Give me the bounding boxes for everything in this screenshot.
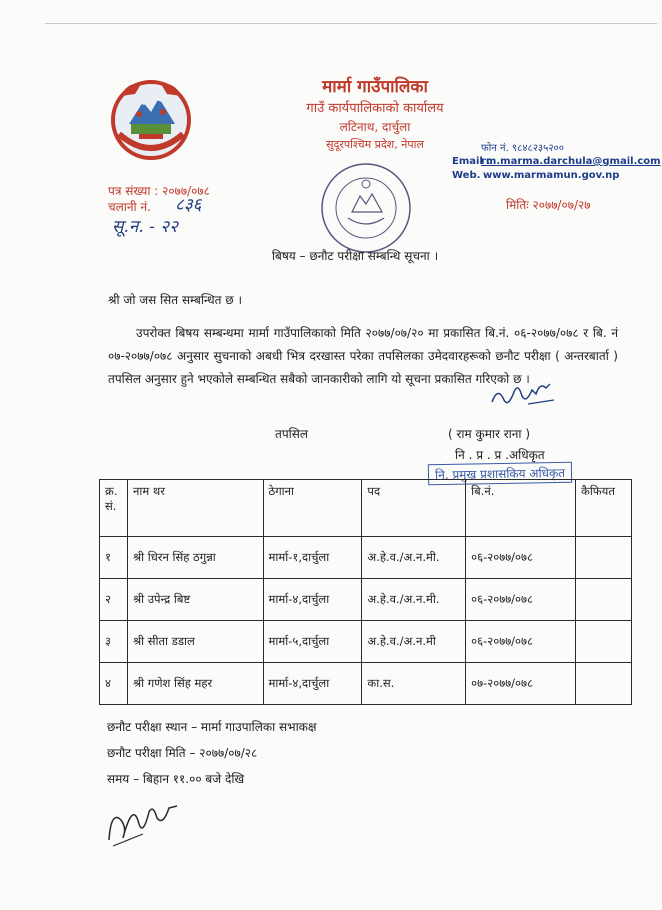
- designation-stamp: नि. प्रमुख प्रशासकिय अधिकृत: [428, 462, 572, 486]
- table-row: [100, 663, 632, 705]
- cell-post: अ.हे.व./अ.न.मी.: [362, 579, 466, 621]
- cell-address: मार्मा-४,दार्चुला: [263, 579, 362, 621]
- col-header-sn: क्र. सं.: [100, 480, 128, 537]
- cell-post: अ.हे.व./अ.न.मी.: [362, 537, 466, 579]
- web-label: Web.: [452, 170, 481, 181]
- cell-name: श्री उपेन्द्र बिष्ट: [127, 579, 263, 621]
- table-header-row: [100, 480, 632, 537]
- cell-notice-no: ०६-२०७७/०७८: [466, 621, 576, 663]
- exam-venue: छनौट परीक्षा स्थान – मार्मा गाउपालिका सभाकक्ष: [107, 720, 317, 734]
- cell-remarks: [576, 537, 632, 579]
- cell-remarks: [576, 621, 632, 663]
- notice-subject: बिषय – छनौट परीक्षा सम्बन्धि सूचना ।: [271, 249, 439, 263]
- nepal-emblem-icon: [105, 72, 197, 164]
- province-name: सुदूरपश्चिम प्रदेश, नेपाल: [326, 138, 424, 151]
- email-link[interactable]: rm.marma.darchula@gmail.com: [481, 156, 661, 167]
- letter-date: मितिः २०७७/०७/२७: [506, 198, 591, 212]
- cell-notice-no: ०६-२०७७/०७८: [466, 537, 576, 579]
- office-location: लटिनाथ, दार्चुला: [339, 120, 411, 134]
- candidate-table: [99, 479, 632, 705]
- cell-post: का.स.: [362, 663, 466, 705]
- col-header-name: नाम थर: [127, 480, 263, 537]
- col-header-remarks: कैफियत: [576, 480, 632, 537]
- email-label: Email :: [452, 156, 491, 167]
- cell-remarks: [576, 579, 632, 621]
- dispatch-number-handwritten: ८३६: [175, 195, 202, 215]
- cell-sn: ३: [100, 621, 128, 663]
- notice-body-text: उपरोक्त बिषय सम्बन्धमा मार्मा गाउँपालिकाको मिति २०७७/०७/२० मा प्रकासित बि.नं. ०६-२०७७/०७८ र बि. नं ०७-२०७७/०७८ अनुसार सुचनाको अबधी भित्र दरखास्त परेका तपसिलका उमेदवारहरूको छनौट परीक्षा ( अन्तरबार्ता ) तपसिल अनुसार हुने भएकोले सम्बन्धित सबैको जानकारीको लागि यो सूचना प्रकासित गरिएको छ ।: [108, 326, 618, 386]
- cell-notice-no: ०७-२०७७/०७८: [466, 663, 576, 705]
- office-name: गाउँ कार्यपालिकाको कार्यालय: [306, 101, 444, 116]
- cell-address: मार्मा-५,दार्चुला: [263, 621, 362, 663]
- col-header-notice-no: बि.नं.: [466, 480, 576, 537]
- col-header-post: पद: [362, 480, 466, 537]
- table-row: [100, 537, 632, 579]
- col-header-address: ठेगाना: [263, 480, 362, 537]
- table-row: [100, 579, 632, 621]
- cell-notice-no: ०६-२०७७/०७८: [466, 579, 576, 621]
- cell-sn: ४: [100, 663, 128, 705]
- officer-signature: [488, 374, 558, 410]
- table-row: [100, 621, 632, 663]
- cell-name: श्री सीता डडाल: [127, 621, 263, 663]
- cell-name: श्री गणेश सिंह महर: [127, 663, 263, 705]
- cell-address: मार्मा-४,दार्चुला: [263, 663, 362, 705]
- phone-number: फोन नं. ९८४८२३५२००: [481, 143, 564, 154]
- cell-sn: २: [100, 579, 128, 621]
- signatory-name: ( राम कुमार राना ): [448, 427, 531, 441]
- cell-address: मार्मा-१,दार्चुला: [263, 537, 362, 579]
- notice-number-handwritten: सू.न. - २२: [112, 217, 178, 237]
- office-seal-icon: [318, 160, 414, 256]
- municipality-title: मार्मा गाउँपालिका: [322, 77, 428, 97]
- tapsil-heading: तपसिल: [275, 427, 309, 441]
- cell-post: अ.हे.व./अ.न.मी: [362, 621, 466, 663]
- letter-number: पत्र संख्या : २०७७/०७८: [108, 184, 210, 198]
- cell-remarks: [576, 663, 632, 705]
- bottom-signature: [103, 790, 183, 850]
- signatory-role: नि . प्र . प्र .अधिकृत: [455, 448, 545, 462]
- top-rule: [45, 23, 657, 24]
- dispatch-label: चलानी नं.: [108, 200, 151, 214]
- exam-date: छनौट परीक्षा मिति – २०७७/०७/२८: [107, 746, 258, 760]
- website-link[interactable]: www.marmamun.gov.np: [483, 170, 620, 181]
- cell-sn: १: [100, 537, 128, 579]
- salutation: श्री जो जस सित सम्बन्धित छ ।: [108, 293, 243, 307]
- exam-time: समय – बिहान ११.०० बजे देखि: [107, 772, 245, 786]
- cell-name: श्री धिरन सिंह ठगुन्ना: [127, 537, 263, 579]
